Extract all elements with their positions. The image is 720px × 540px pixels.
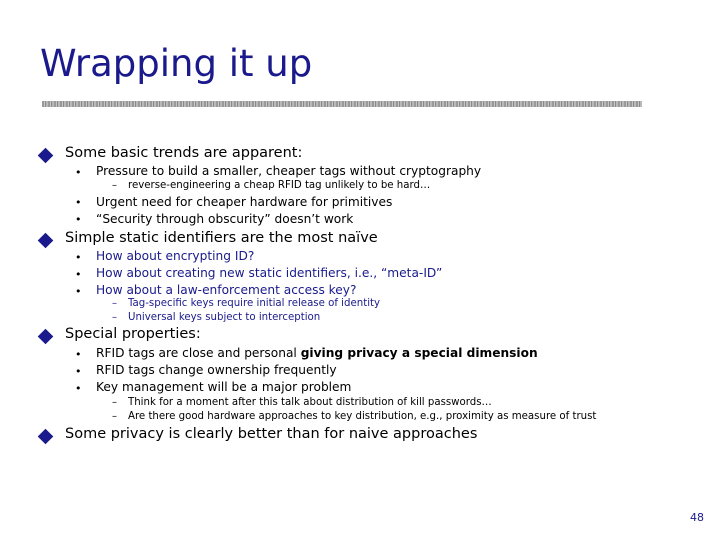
dot-bullet-icon: • bbox=[75, 348, 82, 361]
sub-sub-bullet-text: Universal keys subject to interception bbox=[128, 312, 321, 323]
dash-bullet-icon: – bbox=[112, 312, 117, 323]
diamond-bullet-icon bbox=[38, 429, 54, 445]
dash-bullet-icon: – bbox=[112, 411, 117, 422]
bullet-text: Some basic trends are apparent: bbox=[65, 145, 303, 161]
diamond-bullet-icon bbox=[38, 329, 54, 345]
dot-bullet-icon: • bbox=[75, 268, 82, 281]
sub-bullet-text: How about encrypting ID? bbox=[96, 249, 255, 263]
sub-sub-bullet-text: reverse-engineering a cheap RFID tag unlikely to be hard… bbox=[128, 180, 431, 191]
dot-bullet-icon: • bbox=[75, 382, 82, 395]
slide-title: Wrapping it up bbox=[40, 42, 313, 85]
emphasis-text: giving privacy a special dimension bbox=[300, 346, 538, 360]
dot-bullet-icon: • bbox=[75, 196, 82, 209]
bullet-text: Simple static identifiers are the most naïve bbox=[65, 230, 378, 246]
sub-sub-bullet-text: Are there good hardware approaches to key distribution, e.g., proximity as measure of trust bbox=[128, 411, 597, 422]
sub-bullet-text-prefix: RFID tags are close and personal bbox=[96, 346, 301, 360]
sub-bullet-text: “Security through obscurity” doesn’t work bbox=[96, 212, 354, 226]
sub-bullet-text: Pressure to build a smaller, cheaper tags without cryptography bbox=[96, 164, 482, 178]
sub-bullet-text: How about creating new static identifiers, i.e., “meta-ID” bbox=[96, 266, 443, 280]
sub-bullet-text: How about a law-enforcement access key? bbox=[96, 283, 357, 297]
bullet-text: Some privacy is clearly better than for naive approaches bbox=[65, 426, 478, 442]
sub-bullet-text bbox=[96, 346, 538, 360]
sub-sub-bullet-text: Think for a moment after this talk about distribution of kill passwords… bbox=[128, 397, 492, 408]
dash-bullet-icon: – bbox=[112, 180, 117, 191]
page-number: 48 bbox=[690, 511, 704, 524]
dot-bullet-icon: • bbox=[75, 365, 82, 378]
dot-bullet-icon: • bbox=[75, 213, 82, 226]
dot-bullet-icon: • bbox=[75, 285, 82, 298]
sub-bullet-text: RFID tags change ownership frequently bbox=[96, 363, 337, 377]
sub-sub-bullet-text: Tag-specific keys require initial release of identity bbox=[128, 298, 381, 309]
dash-bullet-icon: – bbox=[112, 298, 117, 309]
bullet-text: Special properties: bbox=[65, 326, 201, 342]
diamond-bullet-icon bbox=[38, 233, 54, 249]
sub-bullet-text: Key management will be a major problem bbox=[96, 380, 352, 394]
dot-bullet-icon: • bbox=[75, 166, 82, 179]
sub-bullet-text: Urgent need for cheaper hardware for primitives bbox=[96, 195, 393, 209]
dash-bullet-icon: – bbox=[112, 397, 117, 408]
diamond-bullet-icon bbox=[38, 148, 54, 164]
title-divider bbox=[42, 101, 642, 107]
dot-bullet-icon: • bbox=[75, 251, 82, 264]
